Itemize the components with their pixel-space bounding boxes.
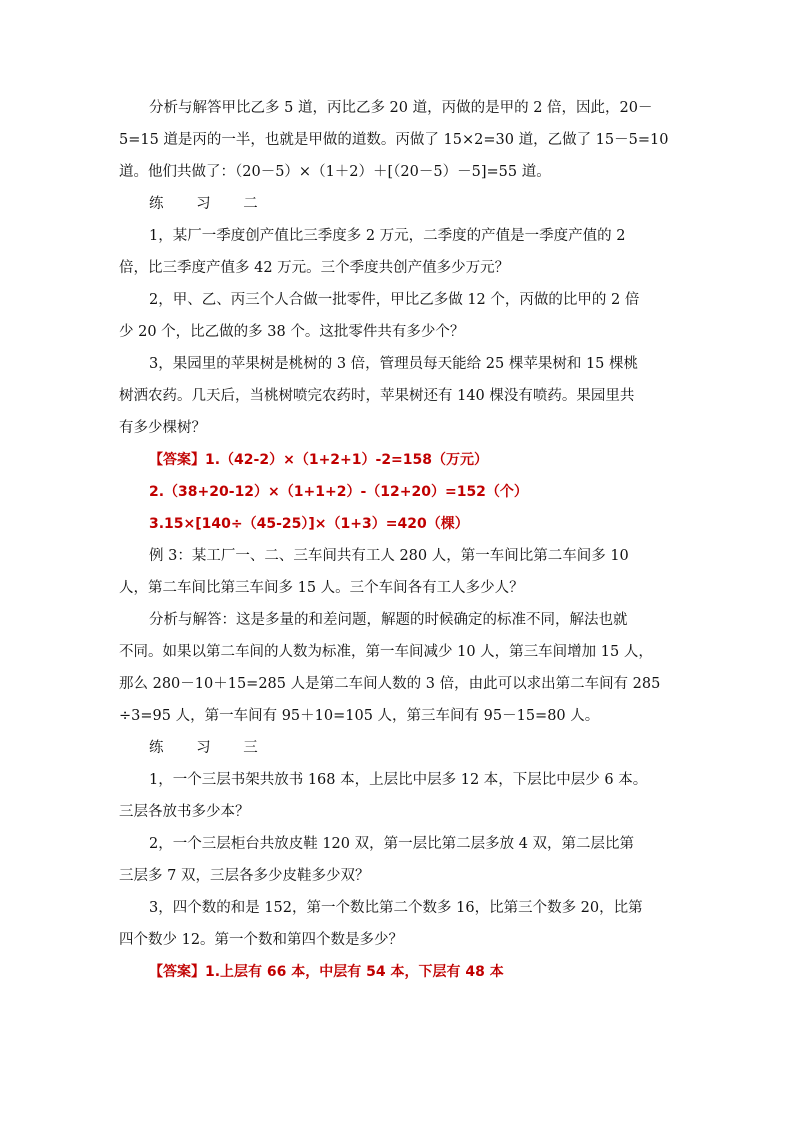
question-line: 三层多 7 双，三层各多少皮鞋多少双？ xyxy=(119,868,370,884)
section-heading: 练 习 三 xyxy=(149,740,272,756)
question-line: 2，一个三层柜台共放皮鞋 120 双，第一层比第二层多放 4 双，第二层比第 xyxy=(149,836,635,852)
answer-line: 【答案】1.（42-2）×（1+2+1）-2=158（万元） xyxy=(149,452,489,468)
section-heading: 练 习 二 xyxy=(149,196,272,212)
paragraph-line: 分析与解答：这是多量的和差问题，解题的时候确定的标准不同，解法也就 xyxy=(149,612,628,628)
paragraph-line: 5=15 道是丙的一半，也就是甲做的道数。丙做了 15×2=30 道，乙做了 15－5=10 xyxy=(119,132,669,148)
question-line: 倍，比三季度产值多 42 万元。三个季度共创产值多少万元？ xyxy=(119,260,510,276)
paragraph-line: 不同。如果以第二车间的人数为标准，第一车间减少 10 人，第三车间增加 15 人， xyxy=(119,644,653,660)
question-line: 2，甲、乙、丙三个人合做一批零件，甲比乙多做 12 个，丙做的比甲的 2 倍 xyxy=(149,292,640,308)
question-line: 3，果园里的苹果树是桃树的 3 倍，管理员每天能给 25 棵苹果树和 15 棵桃 xyxy=(149,356,639,372)
question-line: 四个数少 12。第一个数和第四个数是多少？ xyxy=(119,932,404,948)
question-line: 树洒农药。几天后，当桃树喷完农药时，苹果树还有 140 棵没有喷药。果园里共 xyxy=(119,388,635,404)
paragraph-line: 道。他们共做了：（20－5）×（1＋2）＋[（20－5）－5]=55 道。 xyxy=(119,164,551,180)
question-line: 三层各放书多少本？ xyxy=(119,804,250,820)
answer-line: 【答案】1.上层有 66 本，中层有 54 本，下层有 48 本 xyxy=(149,964,504,980)
question-line: 3，四个数的和是 152，第一个数比第二个数多 16，比第三个数多 20，比第 xyxy=(149,900,643,916)
example-line: 例 3：某工厂一、二、三车间共有工人 280 人，第一车间比第二车间多 10 xyxy=(149,548,629,564)
answer-line: 3.15×[140÷（45-25）]×（1+3）=420（棵） xyxy=(149,516,469,532)
question-line: 1，某厂一季度创产值比三季度多 2 万元，二季度的产值是一季度产值的 2 xyxy=(149,228,626,244)
question-line: 少 20 个，比乙做的多 38 个。这批零件共有多少个？ xyxy=(119,324,465,340)
paragraph-line: 分析与解答甲比乙多 5 道，丙比乙多 20 道，丙做的是甲的 2 倍，因此，20－ xyxy=(149,100,653,116)
question-line: 1，一个三层书架共放书 168 本，上层比中层多 12 本，下层比中层少 6 本。 xyxy=(149,772,648,788)
example-line: 人，第二车间比第三车间多 15 人。三个车间各有工人多少人？ xyxy=(119,580,524,596)
paragraph-line: 那么 280－10＋15=285 人是第二车间人数的 3 倍，由此可以求出第二车间有 285 xyxy=(119,676,661,692)
answer-line: 2.（38+20-12）×（1+1+2）-（12+20）=152（个） xyxy=(149,484,528,500)
question-line: 有多少棵树？ xyxy=(119,420,206,436)
paragraph-line: ÷3=95 人，第一车间有 95＋10=105 人，第三车间有 95－15=80 人。 xyxy=(119,708,600,724)
